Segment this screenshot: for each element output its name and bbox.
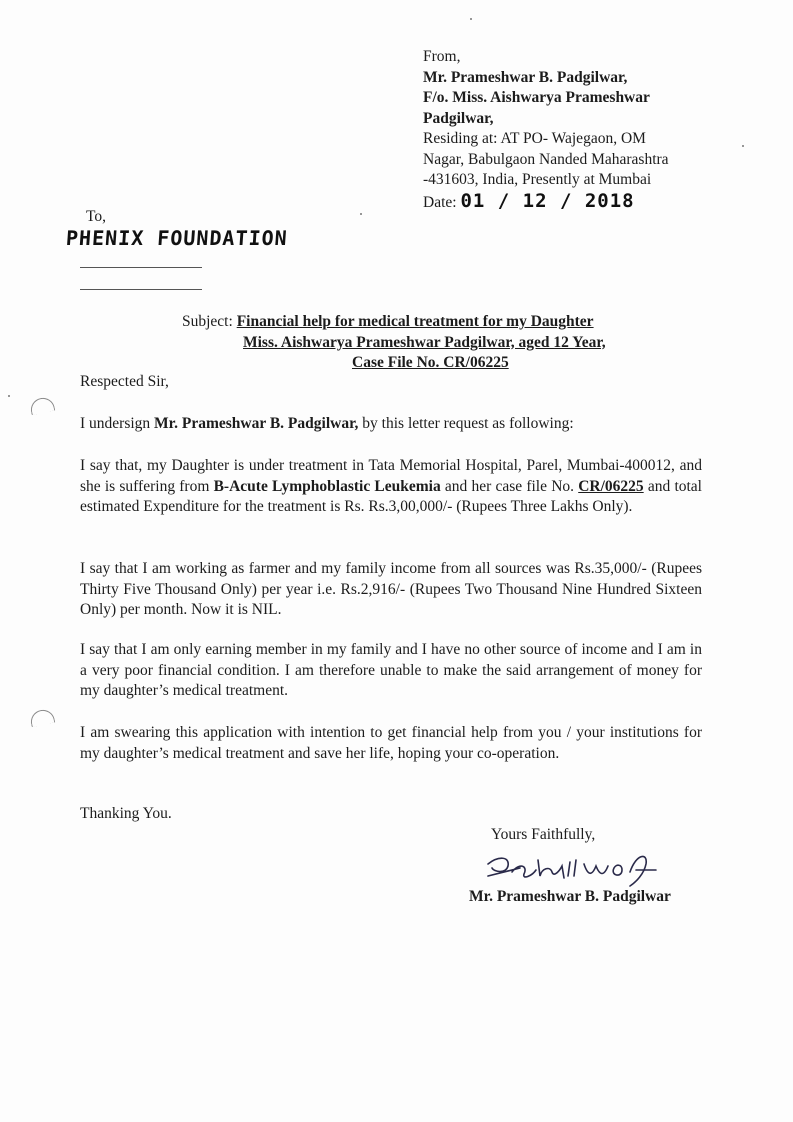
p2-c: and total estimated Expenditure for the treatment is Rs. Rs.3,00,000/- (Rupees Three Lakhs Only). — [80, 477, 702, 515]
scan-speck — [742, 145, 744, 147]
punch-hole-mark — [29, 396, 56, 416]
scan-speck — [360, 213, 362, 215]
scan-speck — [8, 395, 10, 397]
sender-block — [423, 47, 723, 213]
subject-line3: Case File No. CR/06225 — [352, 354, 509, 371]
punch-hole-mark — [29, 708, 56, 728]
p1-name: Mr. Prameshwar B. Padgilwar, — [154, 415, 359, 432]
recipient-name: PHENIX FOUNDATION — [65, 226, 289, 250]
scan-speck — [470, 18, 472, 20]
paragraph-treatment — [80, 456, 702, 518]
sender-address-line1: Residing at: AT PO- Wajegaon, OM — [423, 130, 646, 147]
sender-address-line3: -431603, India, Presently at Mumbai — [423, 171, 652, 188]
to-label: To, — [86, 208, 107, 225]
p2-a: I say that, my Daughter is under treatment in Tata Memorial Hospital, Parel, Mumbai-400012, and she is suffering from — [80, 457, 702, 495]
sender-relation-line2: Padgilwar, — [423, 109, 494, 127]
paragraph-request: I am swearing this application with intention to get financial help from you / your institutions for my daughter’s medical treatment and save her life, hoping your co-operation. — [80, 724, 702, 762]
yours-faithfully: Yours Faithfully, — [491, 826, 596, 843]
signature-image — [480, 842, 680, 892]
p2-b: and her case file No. — [440, 477, 579, 495]
sender-name: Mr. Prameshwar B. Padgilwar, — [423, 68, 628, 86]
thanking-you: Thanking You. — [80, 805, 172, 822]
from-label: From, — [423, 48, 461, 65]
subject-line3-row — [182, 353, 702, 374]
paragraph-income: I say that I am working as farmer and my family income from all sources was Rs.35,000/- (Rupees Thirty Five Thousand Only) per year i.e. Rs.2,916/- (Rupees Two Thousand Nine Hundred Sixteen Only) per month. Now it is NIL. — [80, 560, 702, 618]
signer-name: Mr. Prameshwar B. Padgilwar — [469, 888, 671, 905]
subject-line1: Financial help for medical treatment for my Daughter — [236, 313, 594, 330]
subject-block — [182, 312, 702, 374]
date-label: Date: — [423, 193, 457, 211]
paragraph-condition: I say that I am only earning member in my family and I have no other source of income and I am in a very poor financial condition. I am therefore unable to make the said arrangement of money for my daughter’s medical treatment. — [80, 641, 702, 699]
p1-pre: I undersign — [80, 415, 155, 432]
subject-line1-row — [182, 312, 702, 333]
date-value: 01 / 12 / 2018 — [460, 189, 635, 212]
subject-label: Subject: — [182, 313, 233, 330]
subject-line2-row — [182, 333, 702, 354]
address-blank-line — [80, 267, 202, 268]
address-blank-line — [80, 289, 202, 290]
p1-post: by this letter request as following: — [358, 415, 574, 432]
date-row — [423, 191, 723, 214]
p2-disease: B-Acute Lymphoblastic Leukemia — [213, 477, 441, 495]
subject-line2: Miss. Aishwarya Prameshwar Padgilwar, aged 12 Year, — [243, 333, 606, 351]
sender-relation-line1: F/o. Miss. Aishwarya Prameshwar — [423, 89, 650, 106]
p2-case: CR/06225 — [578, 477, 644, 495]
paragraph-intro — [80, 414, 702, 435]
salutation: Respected Sir, — [80, 373, 169, 390]
sender-address-line2: Nagar, Babulgaon Nanded Maharashtra — [423, 150, 669, 168]
